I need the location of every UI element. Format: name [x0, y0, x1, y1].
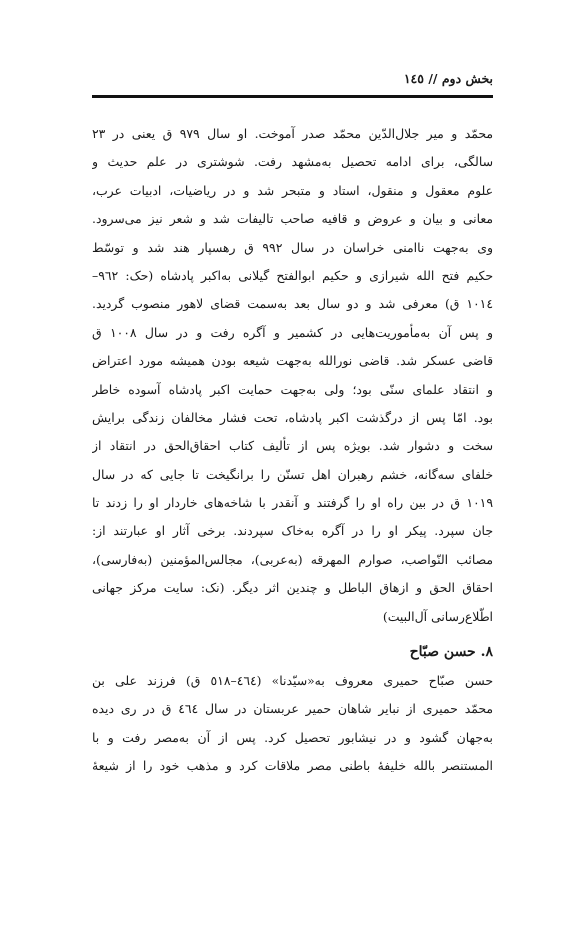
text-line: و پس آن به‌مأموریت‌هایی در کشمیر و آگره رفت و در سال ١٠٠٨ ق [92, 324, 493, 340]
text-line: و انتقاد علمای سنّی بود؛ ولی به‌جهت حمایت اکبر پادشاه آسوده خاطر [92, 381, 493, 397]
text-line: قاضی عسکر شد. قاضی نورالله به‌جهت شیعه بودن همیشه مورد اعتراض [92, 353, 493, 369]
text-line: محمّد و میر جلال‌الدّین محمّد صدر آموخت. او سال ٩٧٩ ق یعنی در ٢٣ [92, 126, 493, 141]
text-line: خلفای سه‌گانه، خشم رهبران اهل تسنّن را برانگیخت تا جایی که در سال [92, 466, 493, 482]
text-line: حکیم فتح الله شیرازی و حکیم ابوالفتح گیلانی به‌اکبر پادشاه (حک: ٩٦٢– [92, 267, 493, 283]
text-line: ١٠١٩ ق در بین راه او را گرفتند و آنقدر با شاخه‌های خاردار او را زدند تا [92, 495, 493, 511]
text-line: اطّلاع‌رسانی آل‌البیت) [382, 608, 493, 624]
text-line: مصائب النّواصب، صوارم المهرقه (به‌عربی)، مجالس‌المؤمنین (به‌فارسی)، [92, 551, 493, 567]
running-head: بخش دوم // ١٤٥ [403, 71, 493, 86]
text-line: وی به‌جهت ناامنی خراسان در سال ٩٩٢ ق رهسپار هند شد و توسّط [92, 239, 493, 255]
text-line: سخت و دشوار شد. بویژه پس از تألیف کتاب احقاق‌الحق در انتقاد از [92, 438, 493, 454]
text-line: احقاق الحق و ازهاق الباطل و چندین اثر دیگر. (نک: سایت مرکز جهانی [92, 580, 493, 596]
body-text [92, 120, 493, 781]
text-line: معانی و بیان و عروض و قافیه صاحب تالیفات شد و شعر نیز می‌سرود. [92, 211, 493, 227]
paragraph [92, 120, 493, 631]
text-line: به‌جهان گشود و در نیشابور تحصیل کرد. پس از آن به‌مصر رفت و با [92, 729, 493, 745]
text-line: جان سپرد. پیکر او را در آگره به‌خاک سپردند. برخی آثار او عبارتند از: [92, 523, 493, 539]
text-line: ١٠١٤ ق) معرفی شد و دو سال بعد به‌سمت قضای لاهور منصوب گردید. [92, 296, 493, 312]
section-heading: ٨. حسن صبّاح [409, 644, 493, 661]
text-line: المستنصر بالله خلیفهٔ باطنی مصر ملاقات کرد و مذهب خود را از شیعهٔ [92, 758, 493, 774]
text-line: سالگی، برای ادامه تحصیل به‌مشهد رفت. شوشتری در علم حدیث و [92, 154, 493, 170]
text-line: محمّد حمیری از نبایر شاهان حمیر عربستان در سال ٤٦٤ ق در ری دیده [92, 701, 493, 717]
text-line: علوم معقول و منقول، استاد و متبحر شد و در ریاضیات، ادبیات عرب، [92, 182, 493, 198]
text-line: حسن صبّاح حمیری معروف به«سیّدنا» (٤٦٤–٥١٨ ق) فرزند علی بن [92, 673, 493, 689]
paragraph [92, 667, 493, 781]
text-line: بود. امّا پس از درگذشت اکبر پادشاه، تحت فشار مخالفان زندگی برایش [92, 409, 493, 425]
header-rule [92, 95, 493, 98]
